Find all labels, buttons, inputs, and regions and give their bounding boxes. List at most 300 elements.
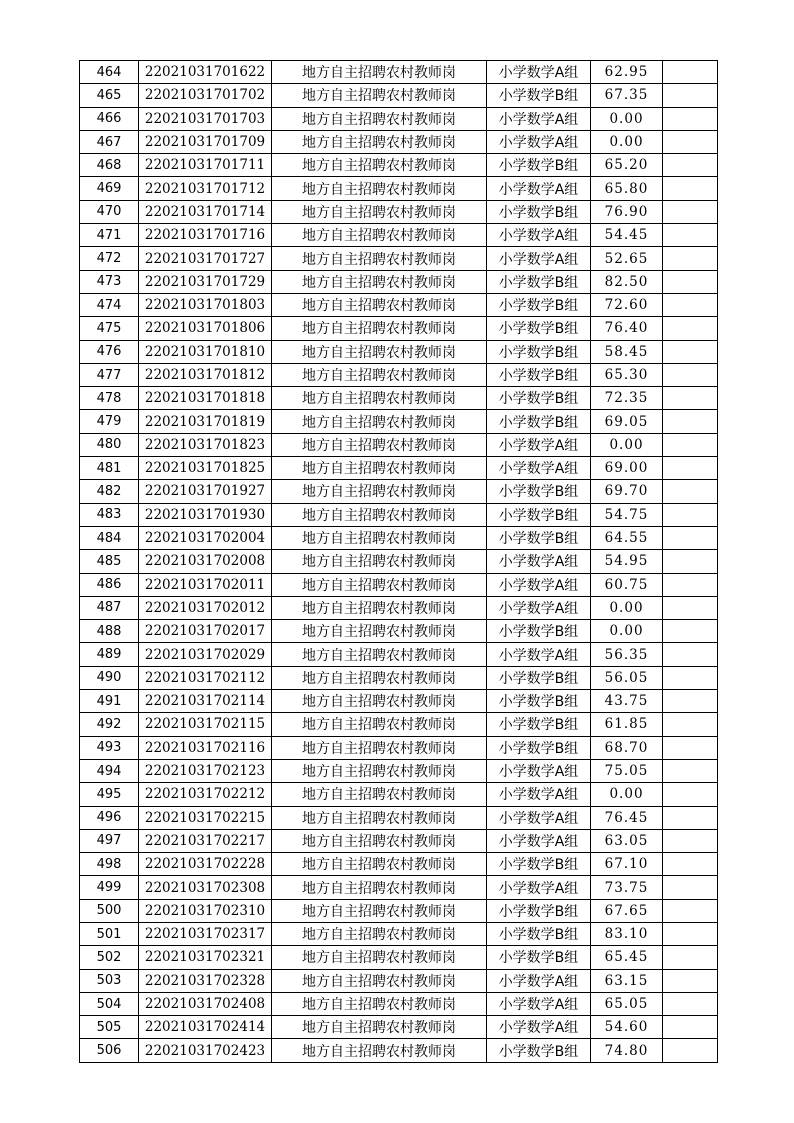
score-cell: 67.10 [591,853,663,876]
post-cell: 地方自主招聘农村教师岗 [272,526,487,549]
score-cell: 52.65 [591,247,663,270]
note-cell [663,154,718,177]
post-cell: 地方自主招聘农村教师岗 [272,806,487,829]
note-cell [663,340,718,363]
note-cell [663,387,718,410]
exam-id-cell: 22021031701803 [139,293,272,316]
note-cell [663,293,718,316]
note-cell [663,177,718,200]
seq-cell: 504 [80,992,139,1015]
score-cell: 76.45 [591,806,663,829]
table-row [80,107,718,130]
note-cell [663,200,718,223]
table-row [80,503,718,526]
seq-cell: 476 [80,340,139,363]
post-cell: 地方自主招聘农村教师岗 [272,61,487,84]
seq-cell: 482 [80,480,139,503]
post-cell: 地方自主招聘农村教师岗 [272,270,487,293]
score-cell: 61.85 [591,713,663,736]
exam-id-cell: 22021031702116 [139,736,272,759]
seq-cell: 493 [80,736,139,759]
post-cell: 地方自主招聘农村教师岗 [272,154,487,177]
exam-id-cell: 22021031701727 [139,247,272,270]
exam-id-cell: 22021031701709 [139,130,272,153]
exam-id-cell: 22021031702228 [139,853,272,876]
note-cell [663,317,718,340]
note-cell [663,596,718,619]
post-cell: 地方自主招聘农村教师岗 [272,899,487,922]
note-cell [663,61,718,84]
seq-cell: 502 [80,946,139,969]
group-cell: 小学数学B组 [487,526,591,549]
seq-cell: 466 [80,107,139,130]
post-cell: 地方自主招聘农村教师岗 [272,783,487,806]
group-cell: 小学数学A组 [487,177,591,200]
exam-id-cell: 22021031702115 [139,713,272,736]
score-cell: 54.60 [591,1016,663,1039]
score-cell: 74.80 [591,1039,663,1062]
seq-cell: 505 [80,1016,139,1039]
seq-cell: 471 [80,224,139,247]
post-cell: 地方自主招聘农村教师岗 [272,992,487,1015]
note-cell [663,853,718,876]
table-row [80,666,718,689]
exam-id-cell: 22021031701812 [139,363,272,386]
exam-id-cell: 22021031702212 [139,783,272,806]
post-cell: 地方自主招聘农村教师岗 [272,247,487,270]
exam-id-cell: 22021031701930 [139,503,272,526]
score-cell: 65.30 [591,363,663,386]
note-cell [663,643,718,666]
exam-id-cell: 22021031702017 [139,620,272,643]
seq-cell: 483 [80,503,139,526]
exam-id-cell: 22021031702029 [139,643,272,666]
group-cell: 小学数学B组 [487,317,591,340]
exam-id-cell: 22021031701927 [139,480,272,503]
score-cell: 54.95 [591,550,663,573]
post-cell: 地方自主招聘农村教师岗 [272,340,487,363]
score-cell: 69.00 [591,457,663,480]
exam-id-cell: 22021031701703 [139,107,272,130]
seq-cell: 472 [80,247,139,270]
seq-cell: 488 [80,620,139,643]
post-cell: 地方自主招聘农村教师岗 [272,573,487,596]
note-cell [663,224,718,247]
table-row [80,620,718,643]
seq-cell: 473 [80,270,139,293]
score-cell: 63.05 [591,829,663,852]
group-cell: 小学数学A组 [487,224,591,247]
score-cell: 72.60 [591,293,663,316]
score-cell: 69.05 [591,410,663,433]
table-row [80,1016,718,1039]
post-cell: 地方自主招聘农村教师岗 [272,410,487,433]
group-cell: 小学数学A组 [487,107,591,130]
table-row [80,853,718,876]
score-cell: 0.00 [591,130,663,153]
post-cell: 地方自主招聘农村教师岗 [272,620,487,643]
score-cell: 67.35 [591,84,663,107]
note-cell [663,829,718,852]
post-cell: 地方自主招聘农村教师岗 [272,503,487,526]
group-cell: 小学数学B组 [487,270,591,293]
note-cell [663,969,718,992]
table-row [80,992,718,1015]
exam-id-cell: 22021031702308 [139,876,272,899]
post-cell: 地方自主招聘农村教师岗 [272,736,487,759]
seq-cell: 484 [80,526,139,549]
seq-cell: 479 [80,410,139,433]
seq-cell: 495 [80,783,139,806]
score-cell: 65.20 [591,154,663,177]
note-cell [663,247,718,270]
table-row [80,783,718,806]
seq-cell: 489 [80,643,139,666]
post-cell: 地方自主招聘农村教师岗 [272,1016,487,1039]
note-cell [663,690,718,713]
table-row [80,876,718,899]
score-cell: 67.65 [591,899,663,922]
note-cell [663,457,718,480]
seq-cell: 485 [80,550,139,573]
exam-id-cell: 22021031701810 [139,340,272,363]
exam-id-cell: 22021031702317 [139,922,272,945]
group-cell: 小学数学B组 [487,922,591,945]
post-cell: 地方自主招聘农村教师岗 [272,946,487,969]
group-cell: 小学数学B组 [487,410,591,433]
score-cell: 64.55 [591,526,663,549]
post-cell: 地方自主招聘农村教师岗 [272,177,487,200]
exam-id-cell: 22021031701622 [139,61,272,84]
group-cell: 小学数学B组 [487,154,591,177]
group-cell: 小学数学B组 [487,387,591,410]
post-cell: 地方自主招聘农村教师岗 [272,1039,487,1062]
score-cell: 62.95 [591,61,663,84]
group-cell: 小学数学B组 [487,946,591,969]
seq-cell: 475 [80,317,139,340]
seq-cell: 478 [80,387,139,410]
score-cell: 76.90 [591,200,663,223]
seq-cell: 481 [80,457,139,480]
table-row [80,457,718,480]
note-cell [663,1016,718,1039]
note-cell [663,1039,718,1062]
exam-id-cell: 22021031702310 [139,899,272,922]
table-row [80,410,718,433]
score-cell: 0.00 [591,596,663,619]
exam-id-cell: 22021031701711 [139,154,272,177]
score-cell: 0.00 [591,620,663,643]
exam-id-cell: 22021031702004 [139,526,272,549]
group-cell: 小学数学A组 [487,783,591,806]
score-cell: 0.00 [591,433,663,456]
table-row [80,224,718,247]
seq-cell: 496 [80,806,139,829]
table-row [80,829,718,852]
table-row [80,759,718,782]
table-row [80,154,718,177]
post-cell: 地方自主招聘农村教师岗 [272,666,487,689]
table-row [80,736,718,759]
note-cell [663,806,718,829]
score-cell: 54.75 [591,503,663,526]
group-cell: 小学数学B组 [487,690,591,713]
exam-id-cell: 22021031701729 [139,270,272,293]
group-cell: 小学数学B组 [487,200,591,223]
group-cell: 小学数学B组 [487,899,591,922]
table-row [80,526,718,549]
note-cell [663,503,718,526]
post-cell: 地方自主招聘农村教师岗 [272,457,487,480]
exam-id-cell: 22021031701712 [139,177,272,200]
group-cell: 小学数学B组 [487,736,591,759]
exam-id-cell: 22021031701819 [139,410,272,433]
note-cell [663,946,718,969]
post-cell: 地方自主招聘农村教师岗 [272,690,487,713]
note-cell [663,363,718,386]
post-cell: 地方自主招聘农村教师岗 [272,759,487,782]
note-cell [663,130,718,153]
table-row [80,573,718,596]
exam-id-cell: 22021031701825 [139,457,272,480]
seq-cell: 498 [80,853,139,876]
note-cell [663,84,718,107]
table-row [80,200,718,223]
score-cell: 76.40 [591,317,663,340]
score-cell: 65.05 [591,992,663,1015]
group-cell: 小学数学B组 [487,713,591,736]
exam-id-cell: 22021031701823 [139,433,272,456]
exam-id-cell: 22021031702215 [139,806,272,829]
post-cell: 地方自主招聘农村教师岗 [272,643,487,666]
exam-id-cell: 22021031702328 [139,969,272,992]
table-row [80,713,718,736]
group-cell: 小学数学B组 [487,84,591,107]
score-cell: 43.75 [591,690,663,713]
seq-cell: 486 [80,573,139,596]
group-cell: 小学数学A组 [487,130,591,153]
post-cell: 地方自主招聘农村教师岗 [272,363,487,386]
group-cell: 小学数学B组 [487,480,591,503]
group-cell: 小学数学A组 [487,596,591,619]
post-cell: 地方自主招聘农村教师岗 [272,480,487,503]
seq-cell: 474 [80,293,139,316]
group-cell: 小学数学B组 [487,503,591,526]
score-cell: 73.75 [591,876,663,899]
post-cell: 地方自主招聘农村教师岗 [272,317,487,340]
seq-cell: 494 [80,759,139,782]
seq-cell: 497 [80,829,139,852]
table-row [80,1039,718,1062]
post-cell: 地方自主招聘农村教师岗 [272,200,487,223]
note-cell [663,433,718,456]
table-row [80,899,718,922]
score-cell: 58.45 [591,340,663,363]
note-cell [663,899,718,922]
exam-id-cell: 22021031702217 [139,829,272,852]
table-row [80,387,718,410]
group-cell: 小学数学A组 [487,759,591,782]
group-cell: 小学数学B组 [487,853,591,876]
post-cell: 地方自主招聘农村教师岗 [272,387,487,410]
seq-cell: 469 [80,177,139,200]
score-cell: 68.70 [591,736,663,759]
seq-cell: 470 [80,200,139,223]
post-cell: 地方自主招聘农村教师岗 [272,550,487,573]
post-cell: 地方自主招聘农村教师岗 [272,922,487,945]
exam-id-cell: 22021031701714 [139,200,272,223]
note-cell [663,783,718,806]
score-cell: 0.00 [591,783,663,806]
table-row [80,340,718,363]
group-cell: 小学数学A组 [487,61,591,84]
score-cell: 56.05 [591,666,663,689]
seq-cell: 490 [80,666,139,689]
table-row [80,690,718,713]
post-cell: 地方自主招聘农村教师岗 [272,130,487,153]
seq-cell: 467 [80,130,139,153]
post-cell: 地方自主招聘农村教师岗 [272,224,487,247]
group-cell: 小学数学B组 [487,293,591,316]
note-cell [663,992,718,1015]
score-cell: 83.10 [591,922,663,945]
group-cell: 小学数学B组 [487,363,591,386]
score-cell: 56.35 [591,643,663,666]
score-table-body [80,61,718,1063]
exam-id-cell: 22021031701716 [139,224,272,247]
table-row [80,806,718,829]
exam-id-cell: 22021031702423 [139,1039,272,1062]
seq-cell: 465 [80,84,139,107]
group-cell: 小学数学A组 [487,992,591,1015]
score-cell: 60.75 [591,573,663,596]
seq-cell: 506 [80,1039,139,1062]
table-row [80,293,718,316]
note-cell [663,550,718,573]
score-cell: 69.70 [591,480,663,503]
post-cell: 地方自主招聘农村教师岗 [272,876,487,899]
seq-cell: 477 [80,363,139,386]
group-cell: 小学数学A组 [487,876,591,899]
seq-cell: 503 [80,969,139,992]
exam-id-cell: 22021031702408 [139,992,272,1015]
score-cell: 75.05 [591,759,663,782]
table-row [80,433,718,456]
exam-id-cell: 22021031702008 [139,550,272,573]
table-row [80,550,718,573]
group-cell: 小学数学B组 [487,666,591,689]
table-row [80,84,718,107]
seq-cell: 480 [80,433,139,456]
exam-id-cell: 22021031701702 [139,84,272,107]
group-cell: 小学数学A组 [487,969,591,992]
table-row [80,596,718,619]
note-cell [663,480,718,503]
note-cell [663,107,718,130]
note-cell [663,666,718,689]
table-row [80,247,718,270]
note-cell [663,573,718,596]
score-cell: 63.15 [591,969,663,992]
table-row [80,130,718,153]
post-cell: 地方自主招聘农村教师岗 [272,969,487,992]
note-cell [663,526,718,549]
group-cell: 小学数学B组 [487,340,591,363]
note-cell [663,270,718,293]
group-cell: 小学数学A组 [487,643,591,666]
score-cell: 82.50 [591,270,663,293]
post-cell: 地方自主招聘农村教师岗 [272,853,487,876]
post-cell: 地方自主招聘农村教师岗 [272,433,487,456]
post-cell: 地方自主招聘农村教师岗 [272,829,487,852]
note-cell [663,876,718,899]
group-cell: 小学数学A组 [487,573,591,596]
post-cell: 地方自主招聘农村教师岗 [272,84,487,107]
seq-cell: 464 [80,61,139,84]
group-cell: 小学数学A组 [487,550,591,573]
group-cell: 小学数学A组 [487,247,591,270]
table-row [80,317,718,340]
table-row [80,480,718,503]
table-row [80,922,718,945]
score-cell: 54.45 [591,224,663,247]
group-cell: 小学数学B组 [487,1039,591,1062]
exam-id-cell: 22021031702123 [139,759,272,782]
exam-id-cell: 22021031702112 [139,666,272,689]
seq-cell: 492 [80,713,139,736]
post-cell: 地方自主招聘农村教师岗 [272,107,487,130]
group-cell: 小学数学A组 [487,1016,591,1039]
table-row [80,363,718,386]
group-cell: 小学数学A组 [487,806,591,829]
post-cell: 地方自主招聘农村教师岗 [272,713,487,736]
note-cell [663,736,718,759]
group-cell: 小学数学B组 [487,620,591,643]
seq-cell: 501 [80,922,139,945]
note-cell [663,759,718,782]
score-cell: 0.00 [591,107,663,130]
exam-id-cell: 22021031702012 [139,596,272,619]
score-table [79,60,718,1063]
note-cell [663,410,718,433]
group-cell: 小学数学A组 [487,433,591,456]
exam-id-cell: 22021031702011 [139,573,272,596]
group-cell: 小学数学A组 [487,829,591,852]
exam-id-cell: 22021031702321 [139,946,272,969]
score-cell: 72.35 [591,387,663,410]
table-row [80,270,718,293]
exam-id-cell: 22021031701806 [139,317,272,340]
table-row [80,177,718,200]
exam-id-cell: 22021031702114 [139,690,272,713]
table-row [80,643,718,666]
exam-id-cell: 22021031702414 [139,1016,272,1039]
exam-id-cell: 22021031701818 [139,387,272,410]
seq-cell: 468 [80,154,139,177]
score-cell: 65.80 [591,177,663,200]
table-row [80,946,718,969]
table-row [80,61,718,84]
seq-cell: 500 [80,899,139,922]
group-cell: 小学数学A组 [487,457,591,480]
note-cell [663,713,718,736]
post-cell: 地方自主招聘农村教师岗 [272,293,487,316]
seq-cell: 499 [80,876,139,899]
seq-cell: 487 [80,596,139,619]
table-row [80,969,718,992]
note-cell [663,922,718,945]
post-cell: 地方自主招聘农村教师岗 [272,596,487,619]
